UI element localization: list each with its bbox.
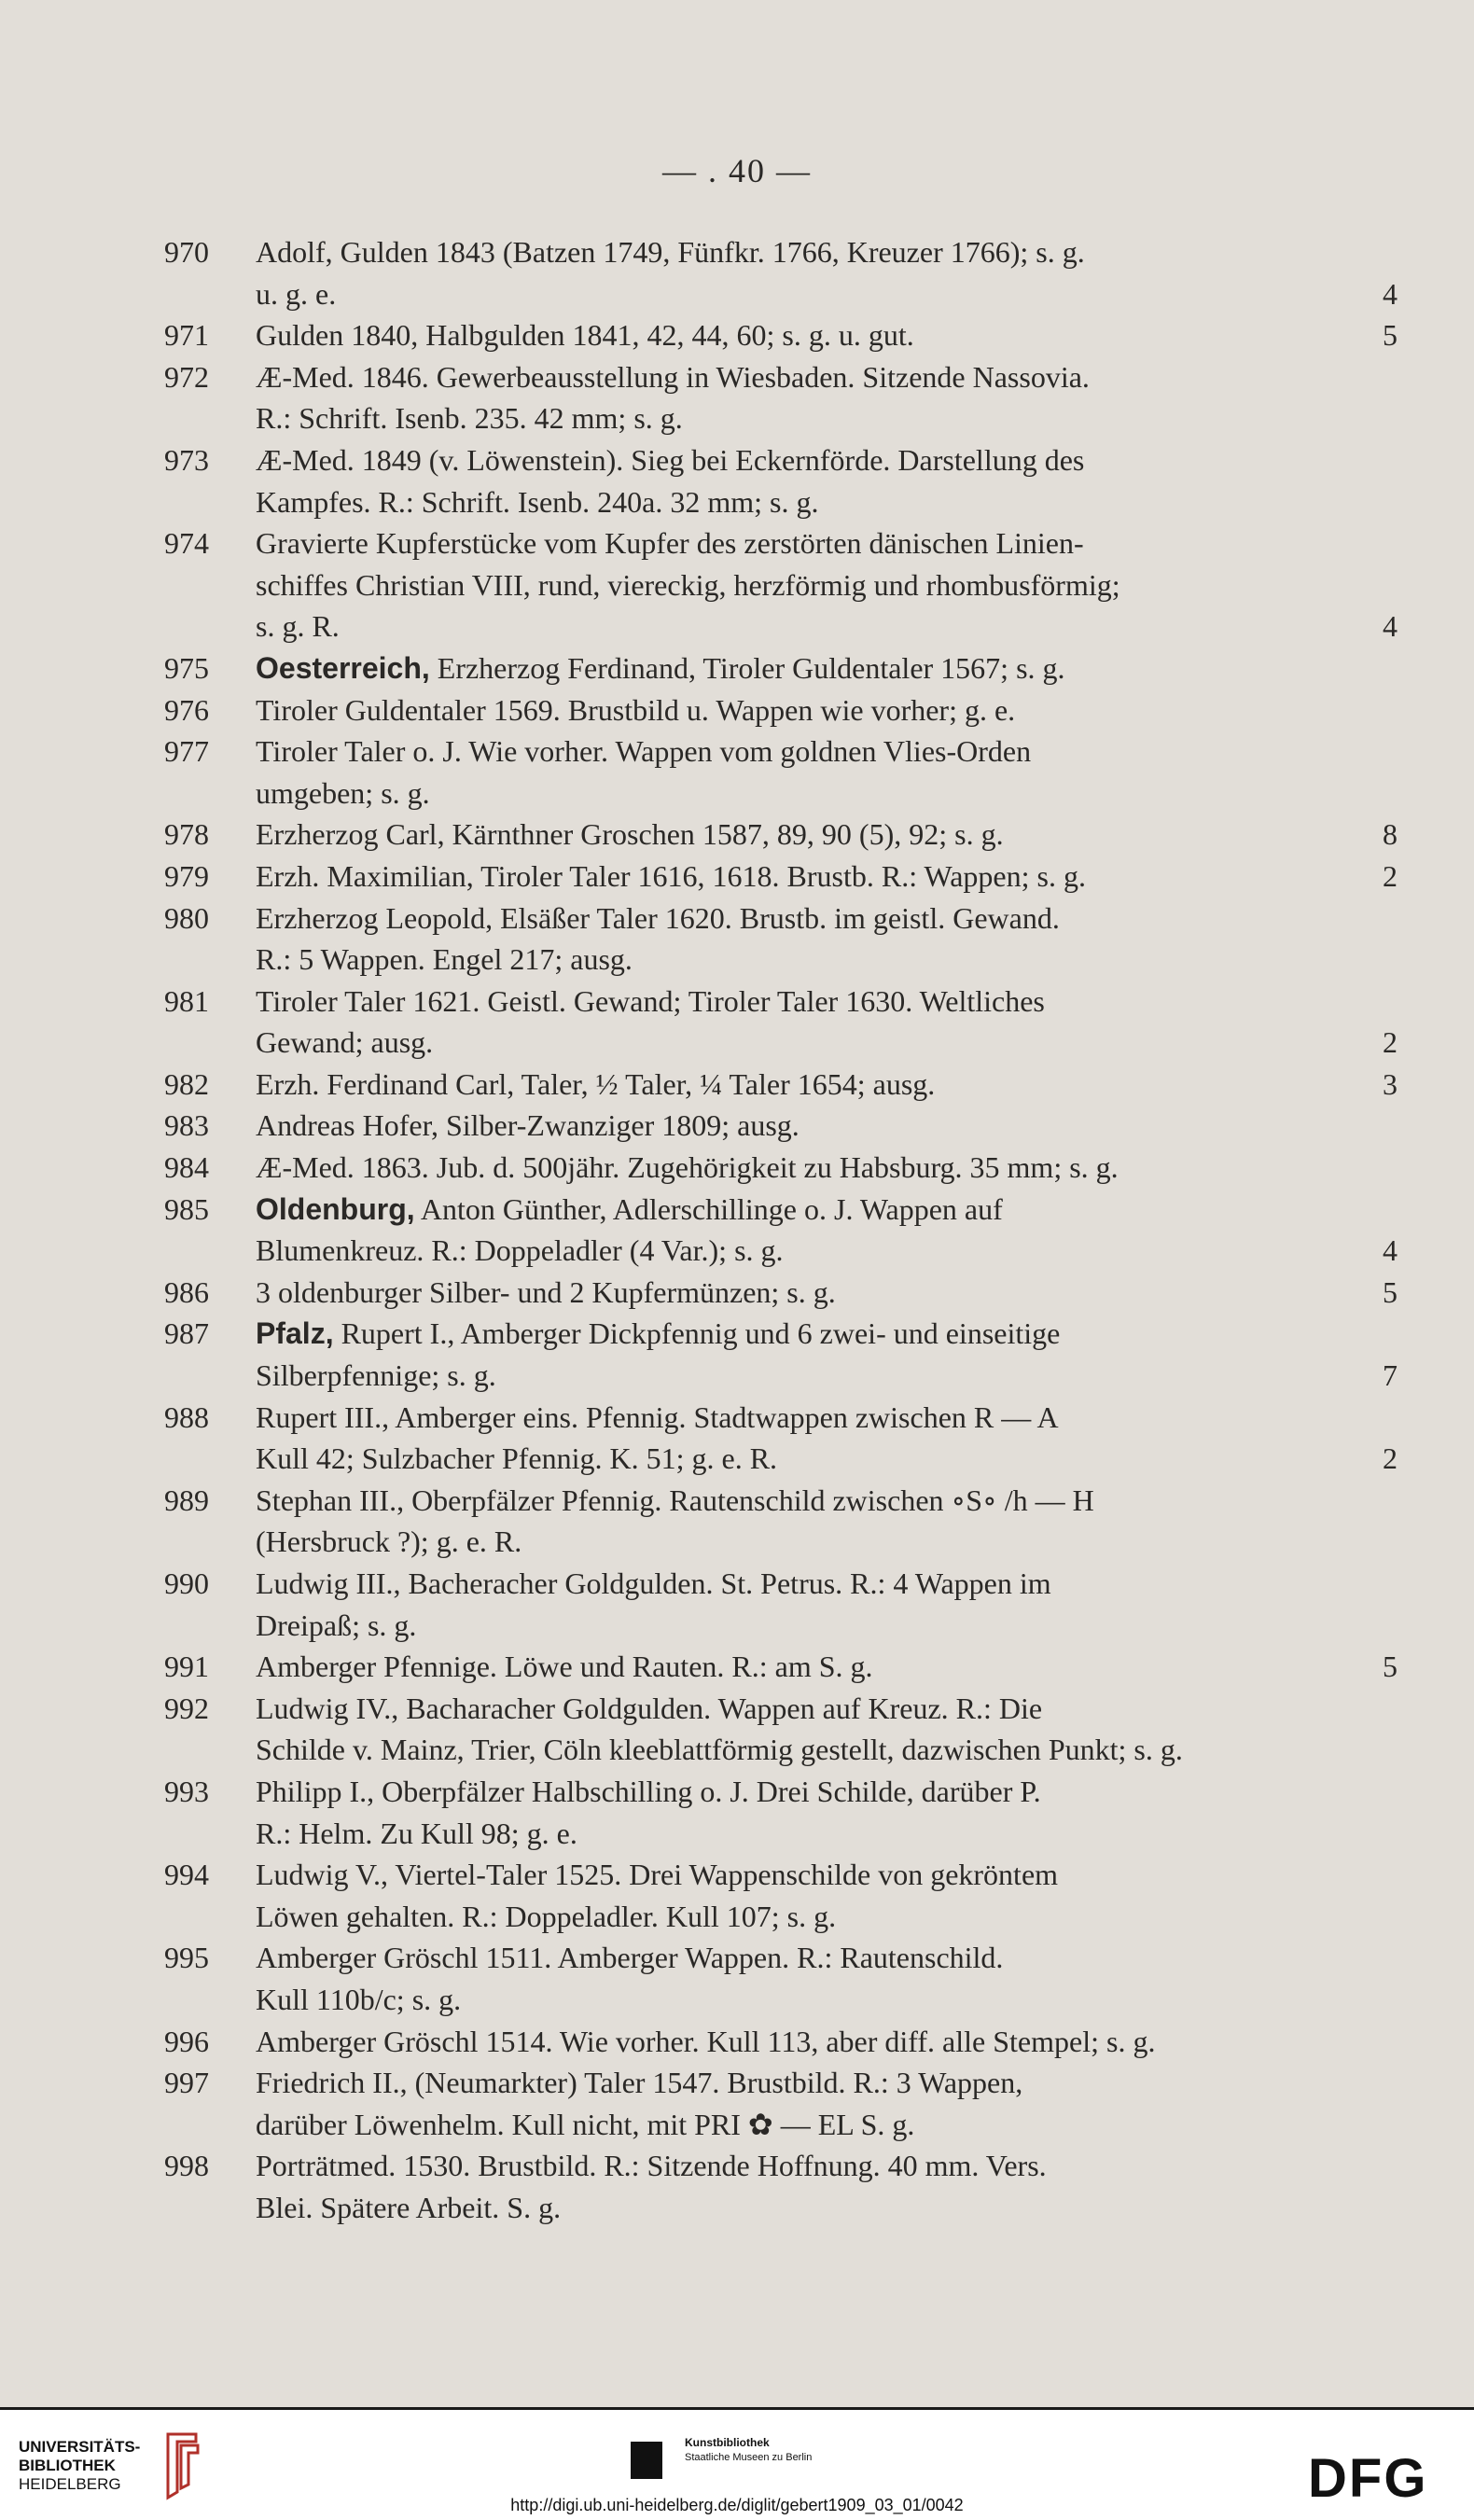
entry-text	[256, 689, 1398, 731]
catalog-entry	[164, 1688, 1398, 1771]
entry-text	[256, 231, 1398, 314]
entry-number: 972	[164, 359, 209, 394]
kunstbibliothek-label	[685, 2436, 812, 2465]
entry-number: 982	[164, 1066, 209, 1101]
entry-line-text: Ludwig IV., Bacharacher Goldgulden. Wappen auf Kreuz. R.: Die	[256, 1691, 1043, 1725]
entry-number: 998	[164, 2149, 209, 2183]
entry-text	[256, 981, 1398, 1064]
catalog-entry	[164, 1563, 1398, 1646]
entry-price: 8	[1383, 817, 1398, 852]
entry-price: 5	[1383, 318, 1398, 353]
entry-line	[256, 481, 1398, 523]
entry-number: 975	[164, 650, 209, 685]
entry-line-text: Erzherzog Ferdinand, Tiroler Guldentaler 1567; s. g.	[437, 650, 1065, 685]
catalog-entry	[164, 1480, 1398, 1563]
entry-number: 971	[164, 318, 209, 353]
entry-line-text: Tiroler Taler 1621. Geistl. Gewand; Tiroler Taler 1630. Weltliches	[256, 983, 1045, 1018]
entry-line-text: Friedrich II., (Neumarkter) Taler 1547. Brustbild. R.: 3 Wappen,	[256, 2066, 1023, 2100]
catalog-entry	[164, 1771, 1398, 1854]
entry-line-text: Andreas Hofer, Silber-Zwanziger 1809; ausg.	[256, 1108, 800, 1143]
entry-price: 7	[1383, 1358, 1398, 1393]
entry-text	[256, 2021, 1398, 2063]
entry-line-text: Erzh. Ferdinand Carl, Taler, ½ Taler, ¼ Taler 1654; ausg.	[256, 1066, 936, 1101]
entry-line-text: darüber Löwenhelm. Kull nicht, mit PRI ✿ — EL S. g.	[256, 2107, 915, 2141]
entry-line-text: Rupert III., Amberger eins. Pfennig. Stadtwappen zwischen R — A	[256, 1399, 1059, 1434]
entry-line-text: Æ-Med. 1863. Jub. d. 500jähr. Zugehörigkeit zu Habsburg. 35 mm; s. g.	[256, 1150, 1119, 1185]
entry-number: 989	[164, 1483, 209, 1517]
catalog-entry	[164, 898, 1398, 981]
entry-line-text: Silberpfennige; s. g.	[256, 1358, 496, 1393]
entry-number: 993	[164, 1774, 209, 1808]
entry-number: 981	[164, 983, 209, 1018]
entry-line-text: Erzherzog Leopold, Elsäßer Taler 1620. Brustb. im geistl. Gewand.	[256, 900, 1060, 935]
entry-number: 986	[164, 1274, 209, 1309]
catalog-entry	[164, 522, 1398, 647]
entry-text	[256, 1480, 1398, 1563]
entry-number: 994	[164, 1858, 209, 1892]
entry-text	[256, 1105, 1398, 1147]
entry-text	[256, 522, 1398, 647]
entry-line	[256, 814, 1398, 856]
catalog-entry	[164, 2021, 1398, 2063]
entry-line-text: Schilde v. Mainz, Trier, Cöln kleeblattförmig gestellt, dazwischen Punkt; s. g.	[256, 1733, 1183, 1767]
entry-line	[256, 1688, 1398, 1730]
entry-price: 5	[1383, 1650, 1398, 1684]
entry-line	[256, 1147, 1398, 1189]
entry-line-text: Gravierte Kupferstücke vom Kupfer des zerstörten dänischen Linien-	[256, 526, 1084, 561]
footer-bar	[0, 2407, 1474, 2520]
entry-line	[256, 356, 1398, 398]
catalog-entry	[164, 356, 1398, 439]
entry-line-text: Kull 42; Sulzbacher Pfennig. K. 51; g. e. R.	[256, 1441, 778, 1476]
entry-line	[256, 1355, 1398, 1397]
entry-line-text: Erzh. Maximilian, Tiroler Taler 1616, 1618. Brustb. R.: Wappen; s. g.	[256, 858, 1086, 893]
entry-line	[256, 2187, 1398, 2229]
entry-line	[256, 1979, 1398, 2021]
entry-text	[256, 314, 1398, 356]
kb-title: Kunstbibliothek	[685, 2436, 770, 2449]
entry-number: 991	[164, 1650, 209, 1684]
entry-line	[256, 1397, 1398, 1439]
entry-text	[256, 1313, 1398, 1396]
entry-line	[256, 731, 1398, 773]
entry-line-text: s. g. R.	[256, 609, 340, 644]
entry-number: 973	[164, 442, 209, 477]
entry-line	[256, 1854, 1398, 1896]
catalog-entry	[164, 1646, 1398, 1688]
entry-line-text: Stephan III., Oberpfälzer Pfennig. Rautenschild zwischen ∘S∘ /h — H	[256, 1483, 1094, 1517]
entry-text	[256, 731, 1398, 814]
kb-subtitle: Staatliche Museen zu Berlin	[685, 2452, 813, 2463]
entry-number: 995	[164, 1941, 209, 1975]
entry-line	[256, 522, 1398, 564]
entry-line	[256, 981, 1398, 1023]
entry-number: 977	[164, 734, 209, 769]
entry-line-text: R.: 5 Wappen. Engel 217; ausg.	[256, 942, 633, 977]
catalog-entry	[164, 231, 1398, 314]
entry-text	[256, 1771, 1398, 1854]
entry-number: 983	[164, 1108, 209, 1143]
entry-line	[256, 773, 1398, 814]
entry-line	[256, 1521, 1398, 1563]
catalog-entry	[164, 1854, 1398, 1937]
entry-line	[256, 1480, 1398, 1522]
page-number: — . 40 —	[662, 152, 812, 189]
entry-line-text: umgeben; s. g.	[256, 775, 430, 810]
catalog-entry	[164, 689, 1398, 731]
entry-line-text: Amberger Pfennige. Löwe und Rauten. R.: am S. g.	[256, 1650, 873, 1684]
entry-price: 4	[1383, 609, 1398, 644]
entry-price: 2	[1383, 1025, 1398, 1060]
dfg-logo[interactable]: DFG	[1308, 2448, 1428, 2509]
entry-line	[256, 1272, 1398, 1314]
entry-line-text: Ludwig III., Bacheracher Goldgulden. St. Petrus. R.: 4 Wappen im	[256, 1566, 1051, 1600]
entry-line-text: Kull 110b/c; s. g.	[256, 1982, 462, 2016]
entry-number: 978	[164, 817, 209, 852]
entry-number: 992	[164, 1691, 209, 1725]
entry-text	[256, 2145, 1398, 2228]
entry-line	[256, 1605, 1398, 1647]
entry-line	[256, 1937, 1398, 1979]
catalog-entry	[164, 1064, 1398, 1106]
catalog-entry	[164, 2145, 1398, 2228]
entry-text	[256, 1189, 1398, 1272]
entry-line-text: 3 oldenburger Silber- und 2 Kupfermünzen; s. g.	[256, 1274, 836, 1309]
catalog-entry	[164, 1105, 1398, 1147]
entry-line-text: Æ-Med. 1849 (v. Löwenstein). Sieg bei Eckernförde. Darstellung des	[256, 442, 1085, 477]
entry-line-text: Kampfes. R.: Schrift. Isenb. 240a. 32 mm; s. g.	[256, 484, 819, 519]
entry-line	[256, 2145, 1398, 2187]
entry-line-text: Anton Günther, Adlerschillinge o. J. Wappen auf	[420, 1191, 1003, 1226]
catalog-entry	[164, 1147, 1398, 1189]
entry-line-text: Gulden 1840, Halbgulden 1841, 42, 44, 60; s. g. u. gut.	[256, 318, 914, 353]
entry-line	[256, 1646, 1398, 1688]
entry-text	[256, 1147, 1398, 1189]
entry-line	[256, 564, 1398, 606]
catalog-entry	[164, 1397, 1398, 1480]
catalog-entry	[164, 439, 1398, 522]
entry-text	[256, 1854, 1398, 1937]
entry-number: 984	[164, 1150, 209, 1185]
entry-line-text: Æ-Med. 1846. Gewerbeausstellung in Wiesbaden. Sitzende Nassovia.	[256, 359, 1090, 394]
entry-line	[256, 397, 1398, 439]
entry-line	[256, 1313, 1398, 1355]
entry-line-text: Rupert I., Amberger Dickpfennig und 6 zwei- und einseitige	[341, 1316, 1061, 1351]
section-heading: Oesterreich,	[256, 650, 430, 685]
catalog-entry	[164, 814, 1398, 856]
entry-text	[256, 1272, 1398, 1314]
entry-line-text: Ludwig V., Viertel-Taler 1525. Drei Wappenschilde von gekröntem	[256, 1858, 1059, 1892]
permalink-url[interactable]: http://digi.ub.uni-heidelberg.de/diglit/gebert1909_03_01/0042	[510, 2496, 964, 2514]
entry-number: 974	[164, 526, 209, 561]
entry-number: 997	[164, 2066, 209, 2100]
catalog-entry	[164, 1272, 1398, 1314]
kunstbibliothek-logo-icon	[631, 2442, 662, 2479]
entry-price: 2	[1383, 858, 1398, 893]
entry-text	[256, 647, 1398, 689]
entry-line-text: Philipp I., Oberpfälzer Halbschilling o. J. Drei Schilde, darüber P.	[256, 1774, 1041, 1808]
catalog-entry	[164, 314, 1398, 356]
entry-line	[256, 439, 1398, 481]
entry-text	[256, 1937, 1398, 2020]
entry-text	[256, 856, 1398, 898]
entry-line-text: R.: Schrift. Isenb. 235. 42 mm; s. g.	[256, 401, 683, 436]
entry-line	[256, 1022, 1398, 1064]
entry-line	[256, 231, 1398, 273]
entry-price: 5	[1383, 1274, 1398, 1309]
entry-text	[256, 1064, 1398, 1106]
entry-line	[256, 939, 1398, 981]
entry-line	[256, 1438, 1398, 1480]
entry-number: 990	[164, 1566, 209, 1600]
catalog-entry	[164, 856, 1398, 898]
entry-number: 980	[164, 900, 209, 935]
entry-price: 4	[1383, 1233, 1398, 1268]
entry-line-text: (Hersbruck ?); g. e. R.	[256, 1525, 522, 1559]
entry-price: 3	[1383, 1066, 1398, 1101]
catalog-entry	[164, 1189, 1398, 1272]
entry-line	[256, 1189, 1398, 1231]
entry-line	[256, 1729, 1398, 1771]
entry-line-text: Amberger Gröschl 1511. Amberger Wappen. R.: Rautenschild.	[256, 1941, 1004, 1975]
entry-line-text: Porträtmed. 1530. Brustbild. R.: Sitzende Hoffnung. 40 mm. Vers.	[256, 2149, 1047, 2183]
entry-line	[256, 1105, 1398, 1147]
entry-number: 985	[164, 1191, 209, 1226]
entry-text	[256, 1688, 1398, 1771]
entry-line-text: Blei. Spätere Arbeit. S. g.	[256, 2190, 562, 2224]
entry-line-text: Gewand; ausg.	[256, 1025, 434, 1060]
entry-line-text: u. g. e.	[256, 276, 337, 311]
entry-line	[256, 647, 1398, 689]
entry-number: 987	[164, 1316, 209, 1351]
entry-text	[256, 2062, 1398, 2145]
entry-line-text: Tiroler Taler o. J. Wie vorher. Wappen vom goldnen Vlies-Orden	[256, 734, 1032, 769]
entry-line	[256, 273, 1398, 315]
entry-number: 996	[164, 2024, 209, 2058]
entry-line-text: Amberger Gröschl 1514. Wie vorher. Kull 113, aber diff. alle Stempel; s. g.	[256, 2024, 1156, 2058]
entry-line	[256, 898, 1398, 940]
entry-line-text: R.: Helm. Zu Kull 98; g. e.	[256, 1816, 577, 1850]
entry-line-text: Erzherzog Carl, Kärnthner Groschen 1587, 89, 90 (5), 92; s. g.	[256, 817, 1004, 852]
entry-line	[256, 314, 1398, 356]
entry-line-text: Adolf, Gulden 1843 (Batzen 1749, Fünfkr. 1766, Kreuzer 1766); s. g.	[256, 235, 1085, 269]
entry-line-text: Tiroler Guldentaler 1569. Brustbild u. Wappen wie vorher; g. e.	[256, 692, 1016, 727]
entry-line-text: Dreipaß; s. g.	[256, 1608, 417, 1642]
entry-text	[256, 356, 1398, 439]
entry-line	[256, 1230, 1398, 1272]
entry-text	[256, 1397, 1398, 1480]
entry-line	[256, 2062, 1398, 2104]
library-name-line2: BIBLIOTHEK	[19, 2457, 116, 2474]
entry-text	[256, 439, 1398, 522]
entry-number: 988	[164, 1399, 209, 1434]
entry-text	[256, 898, 1398, 981]
entry-number: 979	[164, 858, 209, 893]
catalog-entry	[164, 981, 1398, 1064]
entry-line	[256, 2021, 1398, 2063]
catalog-entry	[164, 1937, 1398, 2020]
entry-line	[256, 1064, 1398, 1106]
entry-line	[256, 856, 1398, 898]
entry-number: 976	[164, 692, 209, 727]
heidelberg-library-logo-text[interactable]	[19, 2438, 140, 2494]
entry-line	[256, 689, 1398, 731]
entry-line-text: Löwen gehalten. R.: Doppeladler. Kull 107; s. g.	[256, 1899, 837, 1933]
catalog-entry	[164, 731, 1398, 814]
library-name-line1: UNIVERSITÄTS-	[19, 2438, 141, 2456]
entry-line-text: Blumenkreuz. R.: Doppeladler (4 Var.); s. g.	[256, 1233, 784, 1268]
entry-text	[256, 1646, 1398, 1688]
catalog-entry	[164, 2062, 1398, 2145]
library-emblem-icon	[160, 2427, 203, 2501]
entry-text	[256, 814, 1398, 856]
entry-number: 970	[164, 235, 209, 269]
entry-line	[256, 1896, 1398, 1938]
entry-line	[256, 1813, 1398, 1855]
entry-line	[256, 1563, 1398, 1605]
entry-text	[256, 1563, 1398, 1646]
catalog-entries	[164, 231, 1398, 2229]
catalog-entry	[164, 647, 1398, 689]
section-heading: Pfalz,	[256, 1316, 334, 1351]
entry-price: 4	[1383, 276, 1398, 311]
library-name-line3: HEIDELBERG	[19, 2475, 121, 2493]
entry-line-text: schiffes Christian VIII, rund, viereckig, herzförmig und rhombusförmig;	[256, 567, 1120, 602]
entry-price: 2	[1383, 1441, 1398, 1476]
section-heading: Oldenburg,	[256, 1191, 415, 1226]
entry-line	[256, 606, 1398, 647]
catalog-entry	[164, 1313, 1398, 1396]
entry-line	[256, 1771, 1398, 1813]
entry-line	[256, 2104, 1398, 2146]
